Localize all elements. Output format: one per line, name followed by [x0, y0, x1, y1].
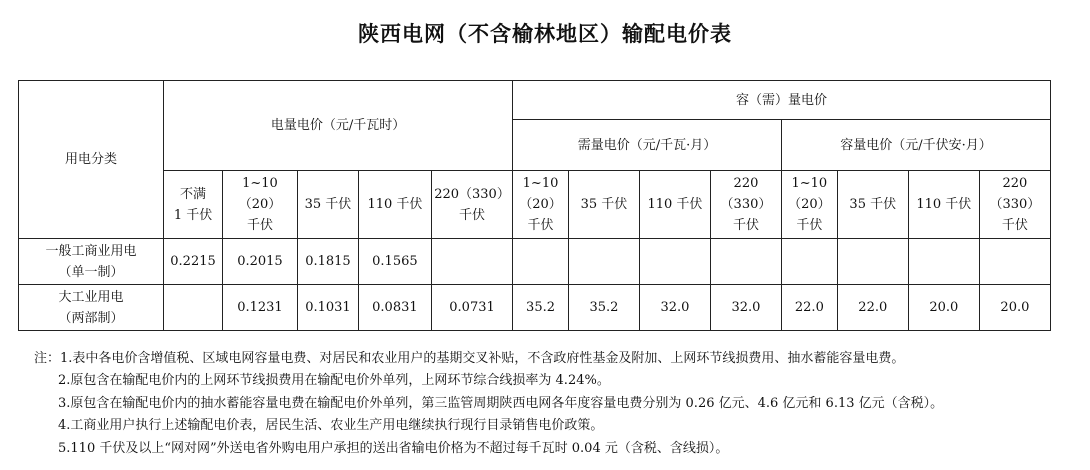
note-item: 2.原包含在输配电价内的上网环节线损费用在输配电价外单列，上网环节综合线损率为 4.24%。: [58, 373, 610, 389]
price-cell: [431, 239, 512, 285]
price-cell: [837, 239, 908, 285]
price-cell: 0.0731: [431, 285, 512, 331]
page-title: 陕西电网（不含榆林地区）输配电价表: [358, 22, 732, 46]
price-cell: [513, 239, 569, 285]
demand-voltage-level-cell: 110 千伏: [639, 171, 710, 239]
price-cell: 32.0: [710, 285, 781, 331]
price-cell: 22.0: [781, 285, 837, 331]
demand-voltage-level-cell: 220 （330） 千伏: [710, 171, 781, 239]
price-cell: [568, 239, 639, 285]
note-item: 5.110 千伏及以上“网对网”外送电省外购电用户承担的送出省输电价格为不超过每千瓦时 0.04 元（含税、含线损）。: [58, 440, 729, 456]
capacity-voltage-level-cell: 220 （330） 千伏: [979, 171, 1050, 239]
price-cell: 0.0831: [358, 285, 431, 331]
energy-voltage-level-cell: 220（330） 千伏: [431, 171, 512, 239]
voltage-level-row: [19, 171, 1051, 239]
energy-voltage-level-cell: 不满 1 千伏: [164, 171, 223, 239]
price-cell: [710, 239, 781, 285]
price-cell: 0.1565: [358, 239, 431, 285]
capacity-subprice-header-cell: 容量电价（元/千伏安·月）: [781, 120, 1050, 171]
tariff-table: [18, 80, 1051, 331]
price-cell: 0.2015: [222, 239, 297, 285]
notes-section: [34, 348, 1074, 460]
capacity-price-header-cell: 容（需）量电价: [513, 81, 1051, 120]
price-cell: 20.0: [908, 285, 979, 331]
capacity-voltage-level-cell: 35 千伏: [837, 171, 908, 239]
capacity-voltage-level-cell: 110 千伏: [908, 171, 979, 239]
energy-price-header-cell: 电量电价（元/千瓦时）: [164, 81, 513, 171]
capacity-voltage-level-cell: 1~10 （20） 千伏: [781, 171, 837, 239]
energy-voltage-level-cell: 1~10（20） 千伏: [222, 171, 297, 239]
energy-voltage-level-cell: 35 千伏: [298, 171, 359, 239]
price-cell: [781, 239, 837, 285]
price-cell: [164, 285, 223, 331]
table-row: [19, 239, 1051, 285]
price-cell: 35.2: [568, 285, 639, 331]
note-item: 注：1.表中各电价含增值税、区域电网容量电费、对居民和农业用户的基期交叉补贴，不含政府性基金及附加、上网环节线损费用、抽水蓄能容量电费。: [34, 351, 905, 366]
price-cell: [639, 239, 710, 285]
table-row: [19, 285, 1051, 331]
price-cell: [908, 239, 979, 285]
price-cell: 0.1815: [298, 239, 359, 285]
demand-price-header-cell: 需量电价（元/千瓦·月）: [513, 120, 782, 171]
price-cell: 0.2215: [164, 239, 223, 285]
note-item: 3.原包含在输配电价内的抽水蓄能容量电费在输配电价外单列，第三监管周期陕西电网各年度容量电费分别为 0.26 亿元、4.6 亿元和 6.13 亿元（含税）。: [58, 395, 944, 411]
price-cell: 0.1231: [222, 285, 297, 331]
price-cell: 22.0: [837, 285, 908, 331]
row-label-cell: 一般工商业用电 （单一制）: [19, 239, 164, 285]
price-cell: 20.0: [979, 285, 1050, 331]
price-cell: [979, 239, 1050, 285]
price-cell: 0.1031: [298, 285, 359, 331]
energy-voltage-level-cell: 110 千伏: [358, 171, 431, 239]
price-cell: 35.2: [513, 285, 569, 331]
demand-voltage-level-cell: 1~10 （20） 千伏: [513, 171, 569, 239]
note-item: 4.工商业用户执行上述输配电价表，居民生活、农业生产用电继续执行现行目录销售电价政策。: [58, 418, 604, 434]
demand-voltage-level-cell: 35 千伏: [568, 171, 639, 239]
row-label-cell: 大工业用电 （两部制）: [19, 285, 164, 331]
price-cell: 32.0: [639, 285, 710, 331]
category-header-cell: 用电分类: [19, 81, 164, 239]
